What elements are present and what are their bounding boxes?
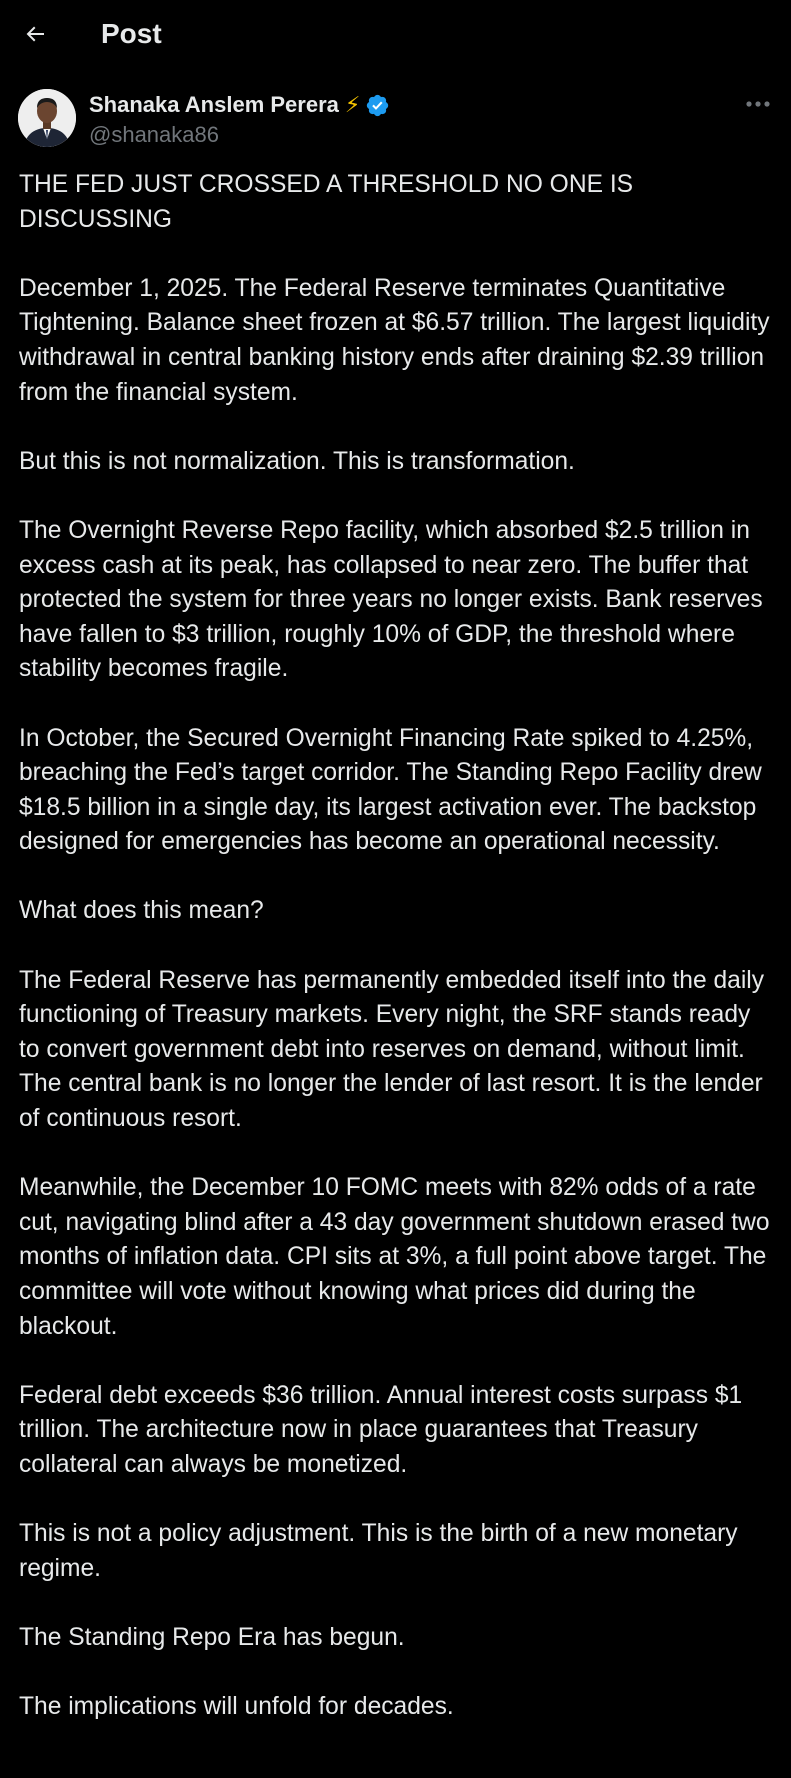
author-row bbox=[0, 89, 791, 149]
tweet-paragraph: What does this mean? bbox=[19, 897, 264, 925]
author-display-name[interactable]: Shanaka Anslem Perera bbox=[89, 92, 339, 117]
tweet-paragraph: But this is not normalization. This is transformation. bbox=[19, 447, 575, 475]
lightning-emoji: ⚡ bbox=[344, 92, 361, 117]
more-options-button[interactable] bbox=[743, 93, 773, 115]
tweet-paragraph: December 1, 2025. The Federal Reserve terminates Quantitative Tightening. Balance sheet frozen at $6.57 trillion. The largest liquidity withdrawal in central banking history ends after draining $2.39 trillion from the financial system. bbox=[19, 274, 770, 406]
avatar[interactable] bbox=[18, 89, 76, 147]
tweet-paragraph: In October, the Secured Overnight Financing Rate spiked to 4.25%, breaching the Fed’s target corridor. The Standing Repo Facility drew $18.5 billion in a single day, its largest activation ever. The backstop designed for emergencies has become an operational necessity. bbox=[19, 724, 762, 856]
tweet-paragraph: The implications will unfold for decades. bbox=[19, 1693, 454, 1721]
verified-badge-icon[interactable] bbox=[365, 93, 390, 118]
tweet-text bbox=[0, 168, 791, 1725]
arrow-left-icon bbox=[23, 22, 47, 46]
top-bar bbox=[0, 0, 791, 68]
tweet-paragraph: This is not a policy adjustment. This is the birth of a new monetary regime. bbox=[19, 1520, 738, 1582]
tweet-paragraph: The Federal Reserve has permanently embedded itself into the daily functioning of Treasury markets. Every night, the SRF stands ready to convert government debt into reserves on demand, without limit. The central bank is no longer the lender of last resort. It is the lender of continuous resort. bbox=[19, 966, 765, 1133]
tweet-paragraph: The Overnight Reverse Repo facility, which absorbed $2.5 trillion in excess cash at its peak, has collapsed to near zero. The buffer that protected the system for three years no longer exists. Bank reserves have fallen to $3 trillion, roughly 10% of GDP, the threshold where stability becomes fragile. bbox=[19, 516, 763, 683]
tweet-paragraph: Meanwhile, the December 10 FOMC meets with 82% odds of a rate cut, navigating blind after a 43 day government shutdown erased two months of inflation data. CPI sits at 3%, a full point above target. The committee will vote without knowing what prices did during the blackout. bbox=[19, 1174, 770, 1340]
page-title: Post bbox=[101, 18, 162, 49]
tweet-paragraph: THE FED JUST CROSSED A THRESHOLD NO ONE IS DISCUSSING bbox=[19, 171, 634, 233]
back-button[interactable] bbox=[18, 17, 52, 51]
author-handle[interactable]: @shanaka86 bbox=[89, 122, 219, 147]
tweet-paragraph: The Standing Repo Era has begun. bbox=[19, 1623, 405, 1651]
more-horizontal-icon bbox=[745, 100, 771, 108]
tweet-paragraph: Federal debt exceeds $36 trillion. Annual interest costs surpass $1 trillion. The architecture now in place guarantees that Treasury collateral can always be monetized. bbox=[19, 1381, 743, 1478]
